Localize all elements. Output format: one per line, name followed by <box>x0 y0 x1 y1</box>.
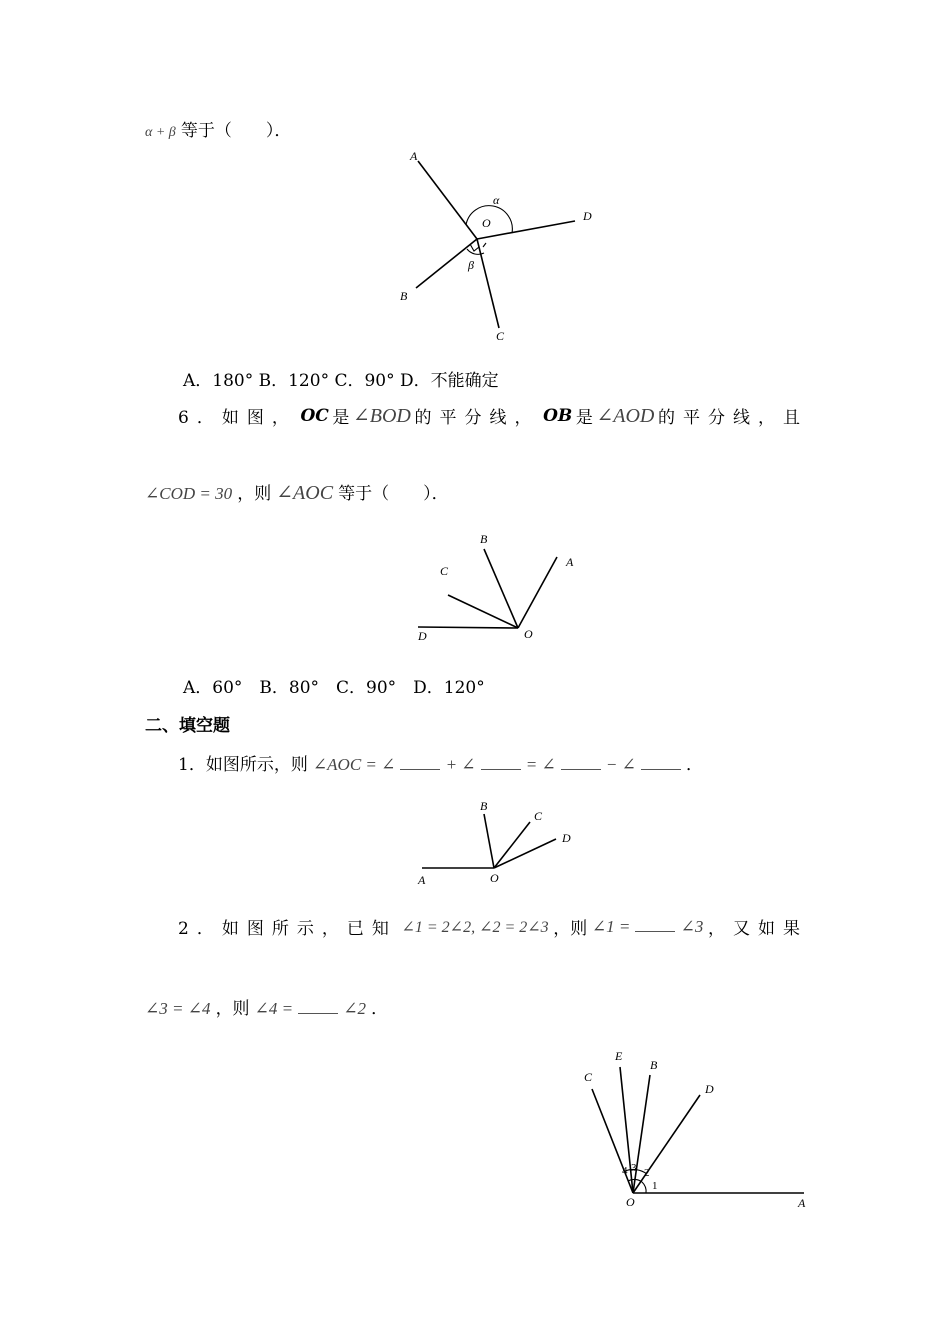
q6-label-C: C <box>440 564 449 578</box>
f2-m1: ∠1 = 2∠2, ∠2 = 2∠3 <box>401 918 549 936</box>
q5-figure <box>380 145 620 355</box>
f2-figure <box>570 1045 815 1220</box>
q5-label-beta: β <box>468 258 474 272</box>
q6-part1: 6．如图， <box>178 408 297 428</box>
f1-figure <box>410 795 590 890</box>
section-title: 二、填空题 <box>145 716 230 736</box>
q6-then: ，则 <box>237 484 272 504</box>
q6-label-A: A <box>566 555 574 569</box>
f2-blank-1[interactable] <box>635 917 675 932</box>
f2-label-A: A <box>798 1196 806 1210</box>
f2-label-B: B <box>650 1058 658 1072</box>
f2-label-E: E <box>615 1049 623 1063</box>
f2-m5: ∠4 = <box>254 999 294 1018</box>
f2-label-4: 4 <box>622 1165 628 1177</box>
q6-line2 <box>145 479 449 505</box>
f1-label-A: A <box>418 873 426 887</box>
q6-ob: OB <box>543 405 573 426</box>
q6-equals: 等于（ ）． <box>338 484 449 504</box>
f2-m3: ∠3 <box>680 916 704 936</box>
q6-oc: OC <box>300 405 329 426</box>
f2-label-C: C <box>584 1070 593 1084</box>
q5-prompt <box>145 116 291 141</box>
f2-label-D: D <box>705 1082 714 1096</box>
f2-text4: ，则 <box>215 999 250 1019</box>
q6-angle-aod: ∠AOD <box>596 405 655 427</box>
q6-is1: 是 <box>332 408 350 428</box>
f1-blank-4[interactable] <box>641 755 681 770</box>
f1-blank-1[interactable] <box>400 755 440 770</box>
q5-label-B: B <box>400 289 408 303</box>
f1-text: 1．如图所示，则 <box>178 755 308 775</box>
q6-label-O: O <box>524 627 533 641</box>
f2-text1: 2．如图所示，已知 <box>178 919 397 939</box>
q6-bisector1: 的平分线， <box>414 408 540 428</box>
f2-end: ． <box>371 999 389 1019</box>
f2-label-3: 3 <box>631 1162 637 1174</box>
q6-label-D: D <box>418 629 427 643</box>
q6-condition: ∠COD = 30 <box>145 484 233 503</box>
f2-line1 <box>178 914 808 939</box>
f1-label-O: O <box>490 871 499 885</box>
f2-m6: ∠2 <box>343 999 367 1018</box>
f2-blank-2[interactable] <box>298 999 338 1014</box>
f2-text2: ，则 <box>553 919 588 939</box>
f1-label-B: B <box>480 799 488 813</box>
q5-prompt-math: α + β <box>145 125 176 140</box>
f2-line2 <box>145 994 388 1019</box>
f1-blank-2[interactable] <box>481 755 521 770</box>
f2-text3: ，又如果 <box>707 919 808 939</box>
f2-m2: ∠1 = <box>591 916 631 936</box>
f1-line <box>178 750 703 775</box>
q6-is2: 是 <box>575 408 593 428</box>
f1-m2: + ∠ <box>445 755 476 774</box>
q5-prompt-text: 等于（ ）． <box>180 121 292 141</box>
f2-m4: ∠3 = ∠4 <box>145 999 211 1018</box>
f1-blank-3[interactable] <box>561 755 601 770</box>
f1-m4: − ∠ <box>605 755 636 774</box>
q6-angle-aoc: ∠AOC <box>276 482 334 504</box>
q6-bisector2: 的平分线，且 <box>657 408 808 428</box>
f2-label-2: 2 <box>644 1167 650 1179</box>
f1-label-C: C <box>534 809 543 823</box>
f2-label-1: 1 <box>652 1180 658 1192</box>
q5-label-C: C <box>496 329 505 343</box>
q5-label-alpha: α <box>493 193 500 207</box>
q6-figure <box>400 525 600 650</box>
q5-options: A．180° B．120° C．90° D．不能确定 <box>183 371 499 391</box>
q5-label-O: O <box>482 216 491 230</box>
q5-label-A: A <box>410 149 418 163</box>
f2-label-O: O <box>626 1195 635 1209</box>
f1-m3: = ∠ <box>525 755 556 774</box>
q6-angle-bod: ∠BOD <box>353 405 411 427</box>
q6-line1 <box>178 403 808 428</box>
f1-end: ． <box>686 755 704 775</box>
q6-options: A．60° B．80° C．90° D．120° <box>183 678 485 698</box>
f1-label-D: D <box>562 831 571 845</box>
q5-label-D: D <box>583 209 592 223</box>
f1-m1: ∠AOC = ∠ <box>312 755 396 774</box>
q6-label-B: B <box>480 532 488 546</box>
